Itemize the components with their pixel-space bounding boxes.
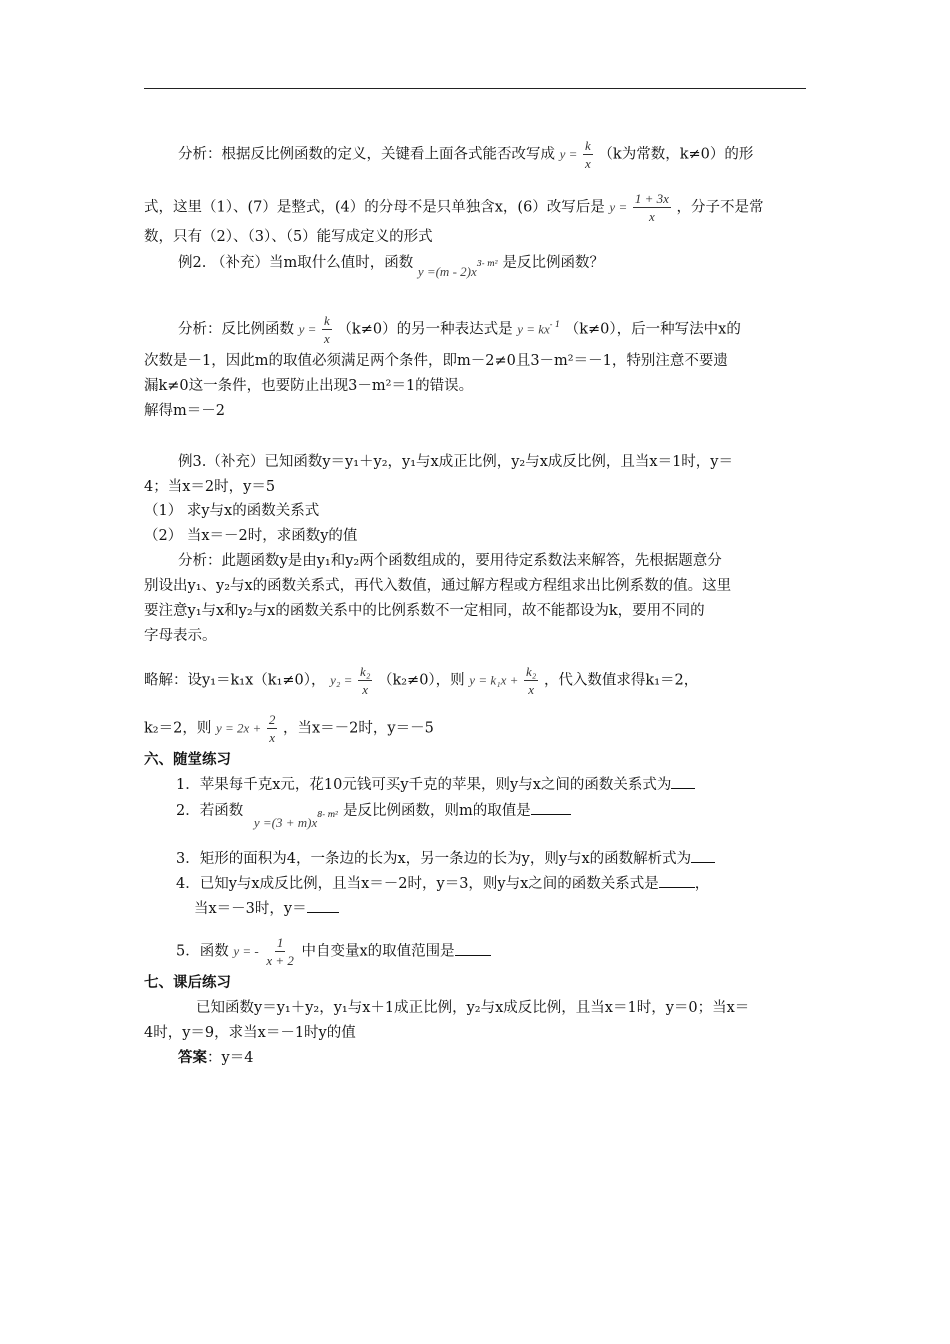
solution-2: 解得m＝－2 [144,403,225,419]
brief-solution-line2: k₂＝2，则 y = 2x + $\frac{2}{x}$ ，当x＝－2时，y＝－5 [144,712,434,745]
exercise-4-line2: 当x＝－3时，y＝ [194,900,339,918]
example-2: 例2. （补充）当m取什么值时，函数 y =(m - 2)x3- m² 是反比例函数？ [178,255,605,279]
analysis-3-line4: 字母表示。 [144,628,217,644]
analysis-2-line2: 次数是－1，因此m的取值必须满足两个条件，即m－2≠0且3－m²＝－1，特别注意不要遗 [144,353,728,369]
exercise-1: 1．苹果每千克x元，花10元钱可买y千克的苹果，则y与x之间的函数关系式为 [176,776,695,794]
fraction-1plus3x-over-x: $\frac{1 + 3x}{x}$ [634,191,669,224]
header-rule [144,88,806,89]
analysis-1-line1: 分析：根据反比例函数的定义，关键看上面各式能否改写成 y = $\frac{k}{x}$ （k为常数，k≠0）的形 [178,138,754,171]
question-2: （2） 当x＝－2时，求函数y的值 [144,528,358,544]
analysis-1-line2: 式，这里（1）、(7）是整式，(4）的分母不是只单独含x，(6）改写后是 y = $\frac{1 + 3x}{x}$ ，分子不是常 [144,191,764,224]
example-3-line2: 4；当x＝2时，y＝5 [144,479,276,495]
section-6-title: 六、随堂练习 [144,751,231,768]
analysis-2-line3: 漏k≠0这一条件，也要防止出现3－m²＝1的错误。 [144,378,474,394]
analysis-1-line3: 数，只有（2）、（3）、（5）能写成定义的形式 [144,229,433,245]
analysis-3-line3: 要注意y₁与x和y₂与x的函数关系中的比例系数不一定相同，故不能都设为k，要用不同的 [144,603,705,619]
exercise-2: 2．若函数 y =(3 + m)x8- m² 是反比例函数，则m的取值是 [176,802,571,822]
analysis-3-line1: 分析：此题函数y是由y₁和y₂两个函数组成的，要用待定系数法来解答，先根据题意分 [178,553,722,569]
brief-solution-line1: 略解：设y₁＝k₁x（k₁≠0）， y₂ = $\frac{\text{k₂}}{x}$ （k₂≠0），则 y = k₁x + $\frac{\text{k₂}}{x}$ ，代入数值求得k₁＝2， [144,664,699,697]
answer [178,1049,253,1067]
analysis-2-line1: 分析：反比例函数 y = $\frac{k}{x}$ （k≠0）的另一种表达式是 $y = kx^{- 1}$ （k≠0），后一种写法中x的 [178,313,741,346]
exercise-3: 3．矩形的面积为4，一条边的长为x，另一条边的长为y，则y与x的函数解析式为 [176,850,715,868]
analysis-3-line2: 别设出y₁、y₂与x的函数关系式，再代入数值，通过解方程或方程组求出比例系数的值。这里 [144,578,732,594]
exercise-4-line1: 4．已知y与x成反比例，且当x＝－2时，y＝3，则y与x之间的函数关系式是 ， [176,876,710,892]
question-1: （1） 求y与x的函数关系式 [144,503,320,519]
section-7-title: 七、课后练习 [144,974,231,991]
fraction-k-over-x: $\frac{k}{x}$ [585,138,591,171]
homework-line1: 已知函数y＝y₁＋y₂，y₁与x＋1成正比例，y₂与x成反比例，且当x＝1时，y＝0；当x＝ [196,1000,750,1016]
example-3-line1: 例3.（补充）已知函数y＝y₁＋y₂，y₁与x成正比例，y₂与x成反比例，且当x＝1时，y＝ [178,454,733,470]
exercise-5: 5．函数 y = - $\frac{1}{x + 2}$ 中自变量x的取值范围是 [176,934,491,969]
homework-line2: 4时，y＝9，求当x＝－1时y的值 [144,1025,356,1041]
answer-label: 答案 [178,1049,207,1066]
answer-value: ：y＝4 [207,1050,254,1066]
